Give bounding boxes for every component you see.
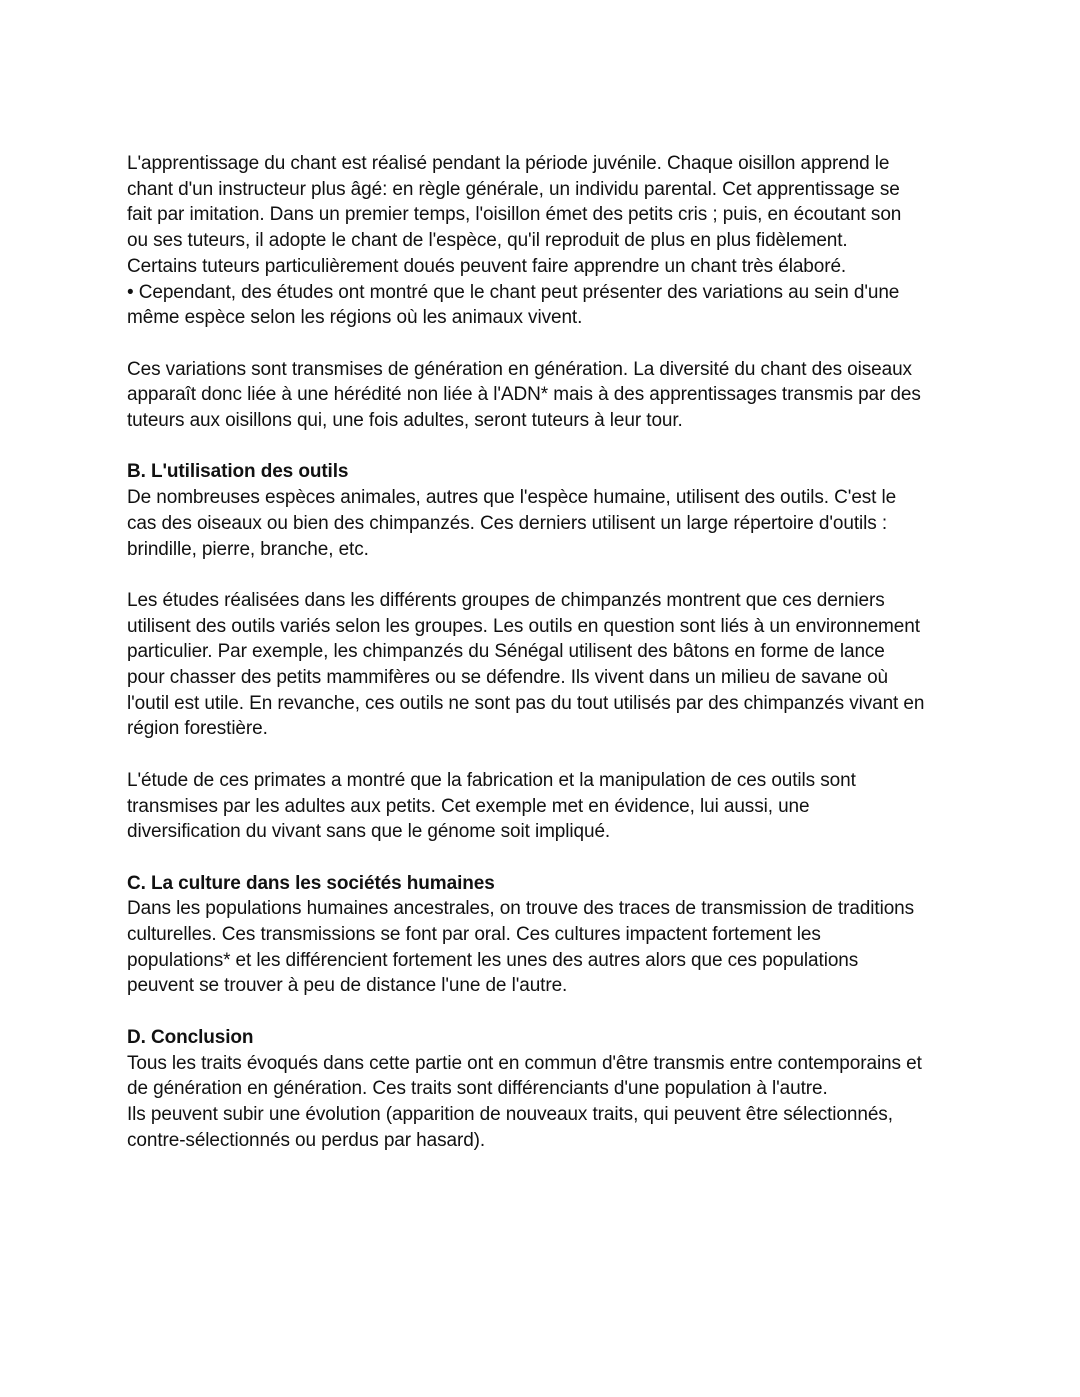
text-line: tuteurs aux oisillons qui, une fois adultes, seront tuteurs à leur tour. — [127, 410, 683, 432]
text-line: contre-sélectionnés ou perdus par hasard). — [127, 1129, 486, 1151]
section-heading: D. Conclusion — [127, 1026, 254, 1048]
text-line: pour chasser des petits mammifères ou se défendre. Ils vivent dans un milieu de savane où — [127, 667, 889, 689]
section-heading: C. La culture dans les sociétés humaines — [127, 872, 495, 894]
paragraph-chant-variations — [127, 357, 967, 434]
section-outils — [127, 459, 967, 845]
paragraph-spacer — [127, 331, 967, 357]
text-line: Certains tuteurs particulièrement doués peuvent faire apprendre un chant très élaboré. — [127, 255, 847, 277]
paragraph-spacer — [127, 999, 967, 1025]
text-line: Ils peuvent subir une évolution (apparition de nouveaux traits, qui peuvent être sélectionnés, — [127, 1103, 893, 1125]
text-line: même espèce selon les régions où les animaux vivent. — [127, 307, 583, 329]
paragraph — [127, 588, 967, 742]
text-line: apparaît donc liée à une hérédité non liée à l'ADN* mais à des apprentissages transmis par des — [127, 384, 921, 406]
paragraph-spacer — [127, 845, 967, 871]
bullet-line: • Cependant, des études ont montré que le chant peut présenter des variations au sein d'une — [127, 281, 900, 303]
text-line: Ces variations sont transmises de génération en génération. La diversité du chant des oiseaux — [127, 358, 912, 380]
text-line: particulier. Par exemple, les chimpanzés du Sénégal utilisent des bâtons en forme de lance — [127, 641, 885, 663]
text-line: Tous les traits évoqués dans cette partie ont en commun d'être transmis entre contemporains et — [127, 1052, 922, 1074]
text-line: De nombreuses espèces animales, autres que l'espèce humaine, utilisent des outils. C'est le — [127, 487, 897, 509]
text-line: Les études réalisées dans les différents groupes de chimpanzés montrent que ces derniers — [127, 589, 885, 611]
paragraph-spacer — [127, 434, 967, 460]
paragraph — [127, 1051, 967, 1154]
section-heading: B. L'utilisation des outils — [127, 461, 349, 483]
paragraph-spacer — [127, 562, 967, 588]
section-conclusion — [127, 1025, 967, 1154]
paragraph — [127, 485, 967, 562]
text-line: diversification du vivant sans que le génome soit impliqué. — [127, 821, 611, 843]
text-line: L'étude de ces primates a montré que la fabrication et la manipulation de ces outils sont — [127, 769, 856, 791]
text-line: L'apprentissage du chant est réalisé pendant la période juvénile. Chaque oisillon apprend le — [127, 153, 890, 174]
text-line: brindille, pierre, branche, etc. — [127, 538, 369, 560]
text-line: culturelles. Ces transmissions se font par oral. Ces cultures impactent fortement les — [127, 924, 821, 946]
paragraph-chant-apprentissage — [127, 151, 967, 331]
paragraph — [127, 768, 967, 845]
text-line: l'outil est utile. En revanche, ces outils ne sont pas du tout utilisés par des chimpanzés vivant en — [127, 692, 925, 714]
text-line: utilisent des outils variés selon les groupes. Les outils en question sont liés à un environnement — [127, 615, 920, 637]
text-line: ou ses tuteurs, il adopte le chant de l'espèce, qu'il reproduit de plus en plus fidèlement. — [127, 230, 848, 252]
text-line: peuvent se trouver à peu de distance l'une de l'autre. — [127, 975, 568, 997]
text-line: transmises par les adultes aux petits. Cet exemple met en évidence, lui aussi, une — [127, 795, 810, 817]
text-line: cas des oiseaux ou bien des chimpanzés. Ces derniers utilisent un large répertoire d'outils : — [127, 512, 888, 534]
text-line: fait par imitation. Dans un premier temps, l'oisillon émet des petits cris ; puis, en écoutant son — [127, 204, 902, 226]
document-page — [127, 151, 967, 1153]
paragraph-spacer — [127, 742, 967, 768]
text-line: Dans les populations humaines ancestrales, on trouve des traces de transmission de traditions — [127, 898, 915, 920]
section-culture — [127, 871, 967, 1000]
paragraph — [127, 896, 967, 999]
text-line: de génération en génération. Ces traits sont différenciants d'une population à l'autre. — [127, 1078, 828, 1100]
text-line: région forestière. — [127, 718, 268, 740]
text-line: populations* et les différencient fortement les unes des autres alors que ces populations — [127, 949, 859, 971]
text-line: chant d'un instructeur plus âgé: en règle générale, un individu parental. Cet apprentissage se — [127, 178, 900, 200]
